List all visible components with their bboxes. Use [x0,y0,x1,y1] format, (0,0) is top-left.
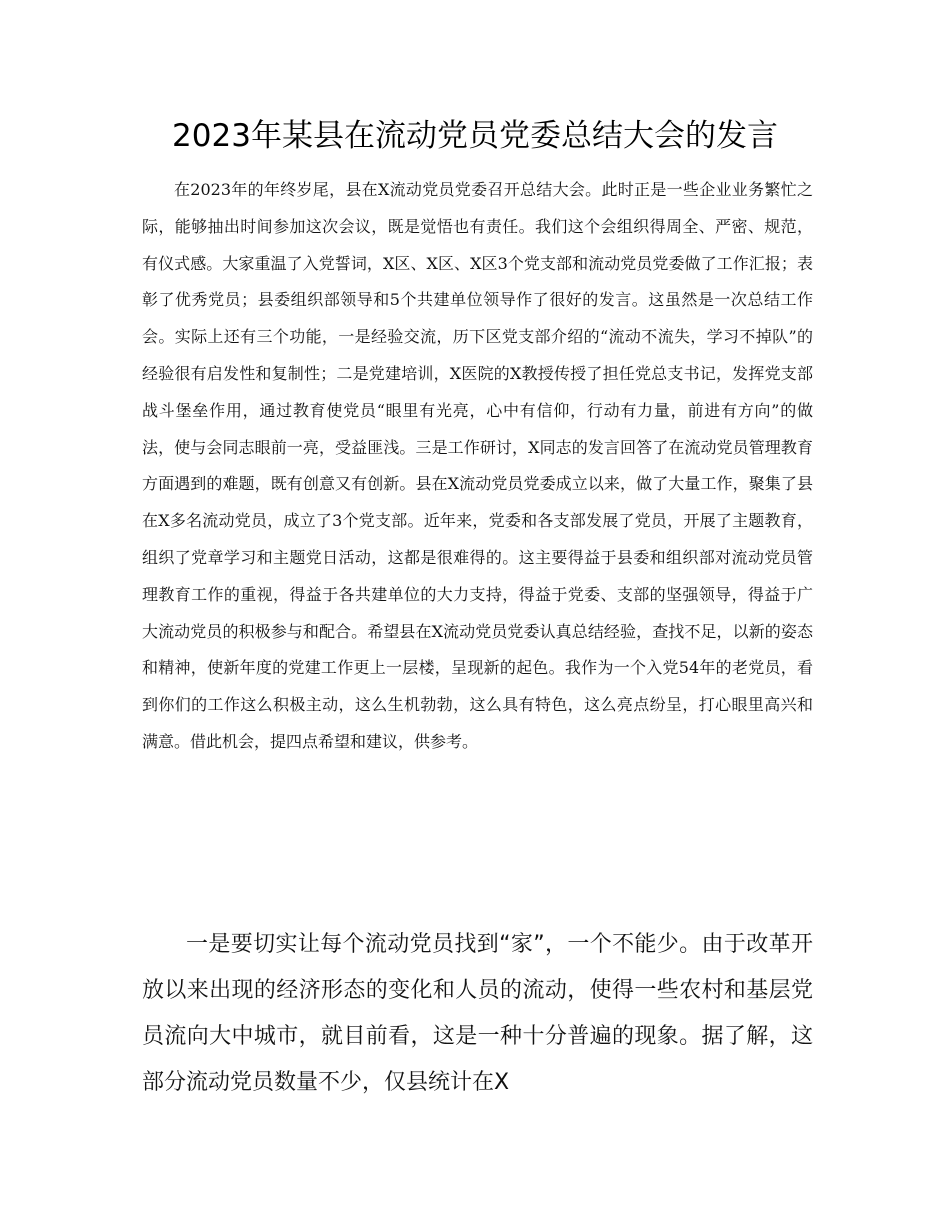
paragraph-intro: 在2023年的年终岁尾，县在X流动党员党委召开总结大会。此时正是一些企业业务繁忙之际，能够抽出时间参加这次会议，既是觉悟也有责任。我们这个会组织得周全、严密、规范，有仪式感。大家重温了入党誓词，X区、X区、X区3个党支部和流动党员党委做了工作汇报；表彰了优秀党员；县委组织部领导和5个共建单位领导作了很好的发言。这虽然是一次总结工作会。实际上还有三个功能，一是经验交流，历下区党支部介绍的“流动不流失，学习不掉队”的经验很有启发性和复制性；二是党建培训，X医院的X教授传授了担任党总支书记，发挥党支部战斗堡垒作用，通过教育使党员“眼里有光亮，心中有信仰，行动有力量，前进有方向”的做法，使与会同志眼前一亮，受益匪浅。三是工作研讨，X同志的发言回答了在流动党员管理教育方面遇到的难题，既有创意又有创新。县在X流动党员党委成立以来，做了大量工作，聚集了县在X多名流动党员，成立了3个党支部。近年来，党委和各支部发展了党员，开展了主题教育，组织了党章学习和主题党日活动，这都是很难得的。这主要得益于县委和组织部对流动党员管理教育工作的重视，得益于各共建单位的大力支持，得益于党委、支部的坚强领导，得益于广大流动党员的积极参与和配合。希望县在X流动党员党委认真总结经验，查找不足，以新的姿态和精神，使新年度的党建工作更上一层楼，呈现新的起色。我作为一个入党54年的老党员，看到你们的工作这么积极主动，这么生机勃勃，这么具有特色，这么亮点纷呈，打心眼里高兴和满意。借此机会，提四点希望和建议，供参考。 [142,180,813,751]
document-title: 2023年某县在流动党员党委总结大会的发言 [172,118,778,154]
paragraph-point-one: 一是要切实让每个流动党员找到“家”，一个不能少。由于改革开放以来出现的经济形态的变化和人员的流动，使得一些农村和基层党员流向大中城市，就目前看，这是一种十分普遍的现象。据了解，这部分流动党员数量不少，仅县统计在X [142,932,813,1095]
